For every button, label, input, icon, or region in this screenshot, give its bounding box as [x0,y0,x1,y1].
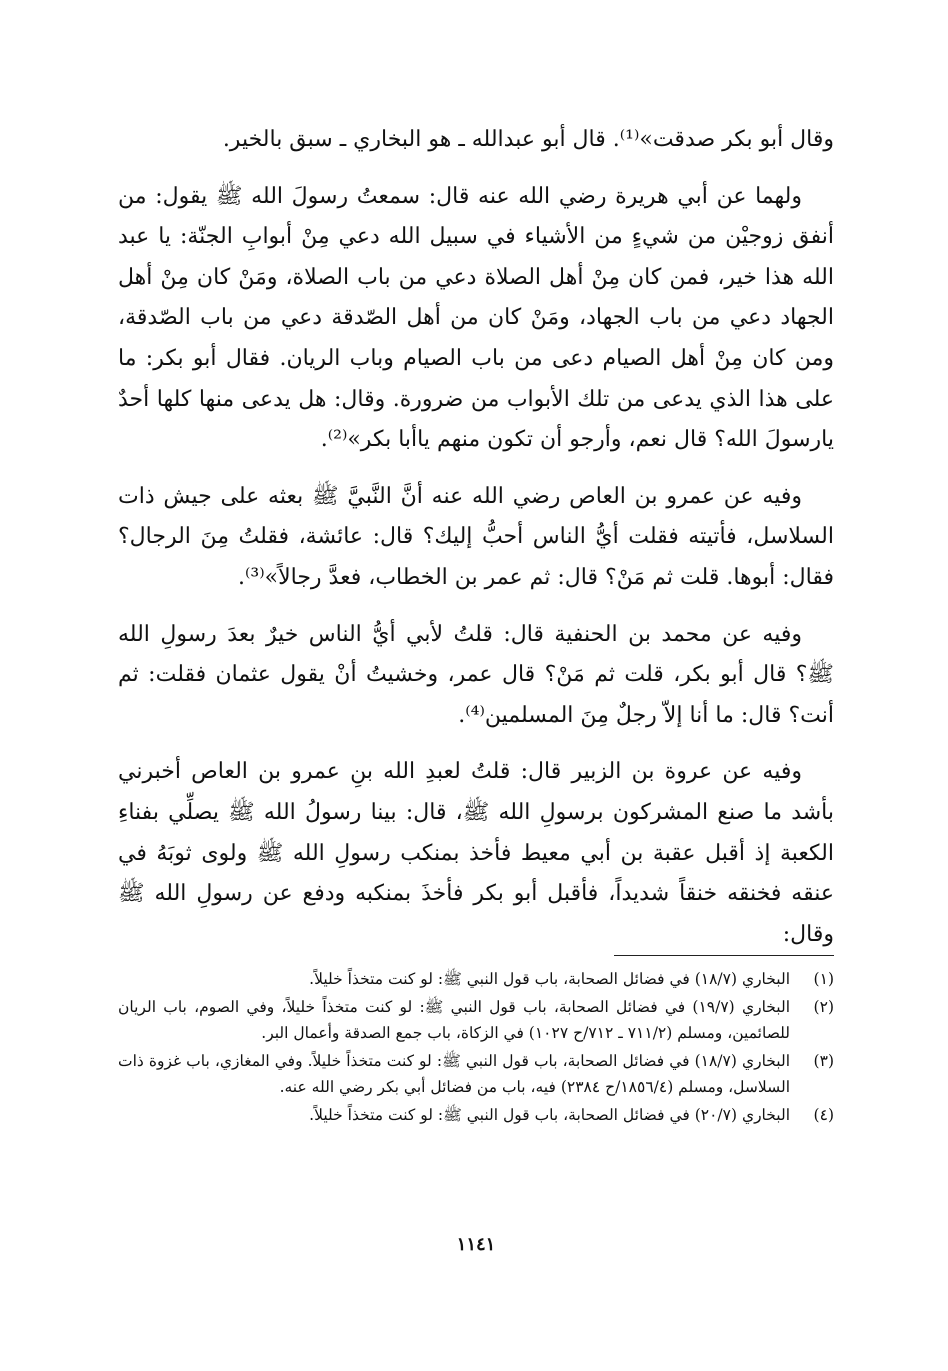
footnote-number: (٣) [813,1052,834,1070]
footnote-text: البخاري (٢٠/٧) في فضائل الصحابة، باب قول النبي ﷺ: لو كنت متخذاً خليلاً. [309,1106,790,1124]
footnote [118,1048,834,1100]
footnote [118,994,834,1046]
footnote-text: البخاري (١٩/٧) في فضائل الصحابة، باب قول النبي ﷺ: لو كنت متخذاً خليلاً، وفي الصوم، باب الريان للصائمين، ومسلم (٧١١/٢ ـ ٧١٢/ح ١٠٢٧) في الزكاة، باب جمع الصدقة وأعمال البر. [118,998,791,1042]
footnote-number: (٤) [813,1106,834,1124]
paragraph: ولهما عن أبي هريرة رضي الله عنه قال: سمعتُ رسولَ الله ﷺ يقول: من أنفق زوجيْن من شيءٍ من الأشياء في سبيل الله دعي مِنْ أبوابِ الجنّة: يا عبد الله هذا خير، فمن كان مِنْ أهل الصلاة دعي من باب الصلاة، ومَنْ كان مِنْ أهل الجهاد دعي من باب الجهاد، ومَنْ كان من أهل الصّدقة دعي من باب الصّدقة، ومن كان مِنْ أهل الصيام دعى من باب الصيام وباب الريان. فقال أبو بكر: ما على هذا الذي يدعى من تلك الأبواب من ضرورة. وقال: هل يدعى منها كلها أحدٌ يارسولَ الله؟ قال نعم، وأرجو أن تكون منهم ياأبا بكر»⁽²⁾. [118,183,834,453]
book-page [118,120,834,1260]
paragraph: وفيه عن عمرو بن العاص رضي الله عنه أنَّ النَّبيَّ ﷺ بعثه على جيش ذات السلاسل، فأتيته فقلت أيُّ الناس أحبُّ إليك؟ قال: عائشة، فقلتُ مِنَ الرجال؟ فقال: أبوها. قلت ثم مَنْ؟ قال: ثم عمر بن الخطاب، فعدَّ رجالاً»⁽³⁾. [118,483,834,590]
paragraph: وفيه عن محمد بن الحنفية قال: قلتُ لأبي أيُّ الناس خيرٌ بعدَ رسولِ الله ﷺ؟ قال أبو بكر، قلت ثم مَنْ؟ قال عمر، وخشيتُ أنْ يقول عثمان فقلت: ثم أنت؟ قال: ما أنا إلاّ رجلٌ مِنَ المسلمين⁽⁴⁾. [118,621,834,728]
paragraph: وقال أبو بكر صدقت»⁽¹⁾. قال أبو عبدالله ـ هو البخاري ـ سبق بالخير. [222,127,834,152]
page-number: ١١٤١ [456,1234,496,1255]
footnotes [118,966,834,1130]
paragraph: وفيه عن عروة بن الزبير قال: قلتُ لعبدِ الله بنِ عمرو بن العاص أخبرني بأشد ما صنع المشركون برسولِ الله ﷺ، قال: بينا رسولُ الله ﷺ يصلِّي بفناءِ الكعبة إذ أقبل عقبة بن أبي معيط فأخذ بمنكب رسولِ الله ﷺ ولوى ثوبَهُ في عنقه فخنقه خنقاً شديداً، فأقبل أبو بكر فأخذَ بمنكبه ودفع عن رسولِ الله ﷺ وقال: [118,759,835,947]
footnote-number: (١) [813,970,834,988]
footnote-text: البخاري (١٨/٧) في فضائل الصحابة، باب قول النبي ﷺ: لو كنت متخذاً خليلاً. [309,970,790,988]
main-text [118,120,834,955]
footnote [118,966,834,992]
footnote-divider [614,955,834,956]
footnote-number: (٢) [813,998,834,1016]
footnote-text: البخاري (١٨/٧) في فضائل الصحابة، باب قول النبي ﷺ: لو كنت متخذاً خليلاً. وفي المغازي، باب غزوة ذات السلاسل، ومسلم (١٨٥٦/٤/ح ٢٣٨٤) فيه، باب من فضائل أبي بكر رضي الله عنه. [118,1052,791,1096]
footnote [118,1102,834,1128]
